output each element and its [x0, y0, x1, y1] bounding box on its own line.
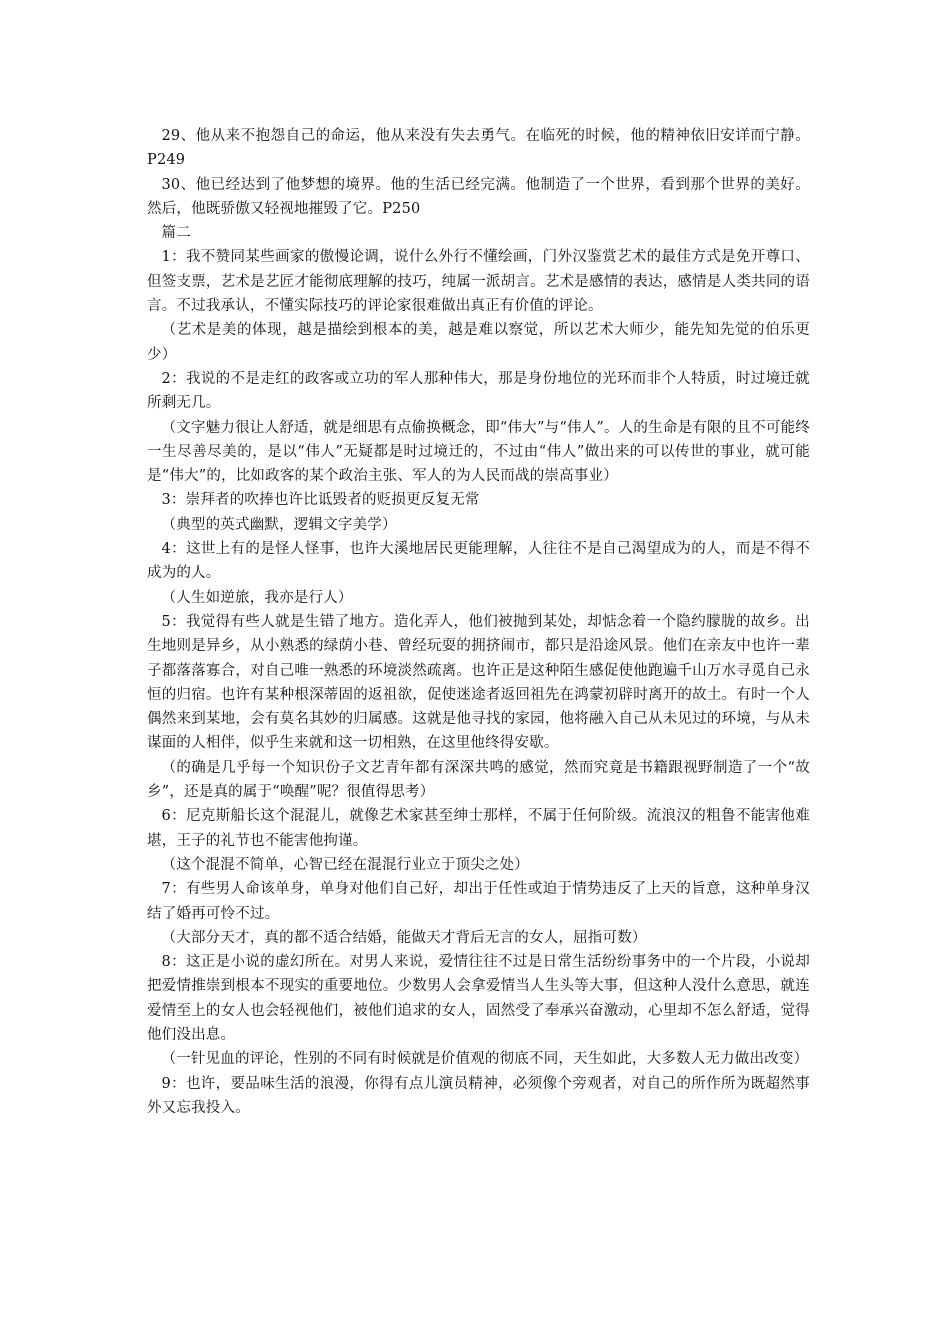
paragraph-item-1: 1：我不赞同某些画家的傲慢论调，说什么外行不懂绘画，门外汉鉴赏艺术的最佳方式是免开尊口、但签支票，艺术是艺匠才能彻底理解的技巧，纯属一派胡言。艺术是感情的表达，感情是人类共同的语言。不过我承认，不懂实际技巧的评论家很难做出真正有价值的评论。: [147, 249, 810, 315]
paragraph-comment-2: （文字魅力很让人舒适，就是细思有点偷换概念，即“伟大”与“伟人”。人的生命是有限的且不可能终一生尽善尽美的，是以“伟人”无疑都是时过境迁的，不过由“伟人”做出来的可以传世的事业，就可能是“伟大”的，比如政客的某个政治主张、军人的为人民而战的崇高事业）: [147, 419, 810, 485]
paragraph-quote-30: 30、他已经达到了他梦想的境界。他的生活已经完满。他制造了一个世界，看到那个世界的美好。然后，他既骄傲又轻视地摧毁了它。P250: [147, 176, 810, 217]
section-heading: 篇二: [161, 225, 191, 242]
paragraph-item-6: 6：尼克斯船长这个混混儿，就像艺术家甚至绅士那样，不属于任何阶级。流浪汉的粗鲁不能害他难堪，王子的礼节也不能害他拘谨。: [147, 808, 810, 849]
paragraph-item-8: 8：这正是小说的虚幻所在。对男人来说，爱情往往不过是日常生活纷纷事务中的一个片段，小说却把爱情推崇到根本不现实的重要地位。少数男人会拿爱情当人生头等大事，但这种人没什么意思，就连爱情至上的女人也会轻视他们，被他们追求的女人，固然受了奉承兴奋激动，心里却不怎么舒适，觉得他们没出息。: [147, 954, 810, 1043]
paragraph-item-2: 2：我说的不是走红的政客或立功的军人那种伟大，那是身份地位的光环而非个人特质，时过境迁就所剩无几。: [147, 370, 810, 412]
paragraph-comment-5: （的确是几乎每一个知识份子文艺青年都有深深共鸣的感觉，然而究竟是书籍跟视野制造了一个“故乡”，还是真的属于“唤醒”呢？很值得思考）: [147, 759, 810, 801]
paragraph-comment-6: （这个混混不简单，心智已经在混混行业立于顶尖之处）: [161, 856, 529, 873]
paragraph-item-7: 7：有些男人命该单身，单身对他们自己好，却出于任性或迫于情势违反了上天的旨意，这种单身汉结了婚再可怜不过。: [147, 881, 810, 922]
paragraph-item-4: 4：这世上有的是怪人怪事，也许大溪地居民更能理解，人往往不是自己渴望成为的人，而是不得不成为的人。: [147, 541, 810, 582]
paragraph-comment-1: （艺术是美的体现，越是描绘到根本的美，越是难以察觉，所以艺术大师少，能先知先觉的伯乐更少）: [147, 322, 810, 363]
paragraph-quote-29: 29、他从来不抱怨自己的命运，他从来没有失去勇气。在临死的时候，他的精神依旧安详而宁静。P249: [147, 128, 810, 169]
paragraph-item-9: 9：也许，要品味生活的浪漫，你得有点儿演员精神，必须像个旁观者，对自己的所作所为既超然事外又忘我投入。: [147, 1075, 810, 1116]
paragraph-comment-8: （一针见血的评论，性别的不同有时候就是价值观的彻底不同，天生如此，大多数人无力做出改变）: [161, 1051, 809, 1068]
paragraph-item-3: 3：崇拜者的吹捧也许比诋毁者的贬损更反复无常: [161, 492, 480, 509]
paragraph-item-5: 5：我觉得有些人就是生错了地方。造化弄人，他们被抛到某处，却惦念着一个隐约朦胧的故乡。出生地则是异乡，从小熟悉的绿荫小巷、曾经玩耍的拥挤闹市，都只是沿途风景。他们在亲友中也许一辈子都落落寡合，对自己唯一熟悉的环境淡然疏离。也许正是这种陌生感促使他跑遍千山万水寻觅自己永恒的归宿。也许有某种根深蒂固的返祖欲，促使迷途者返回祖先在鸿蒙初辟时离开的故土。有时一个人偶然来到某地，会有莫名其妙的归属感。这就是他寻找的家园，他将融入自己从未见过的环境，与从未谋面的人相伴，似乎生来就和这一切相熟，在这里他终得安歇。: [147, 613, 810, 752]
paragraph-comment-7: （大部分天才，真的都不适合结婚，能做天才背后无言的女人，屈指可数）: [161, 929, 647, 946]
paragraph-comment-3: （典型的英式幽默，逻辑文字美学）: [161, 516, 397, 533]
paragraph-comment-4: （人生如逆旅，我亦是行人）: [161, 589, 353, 606]
